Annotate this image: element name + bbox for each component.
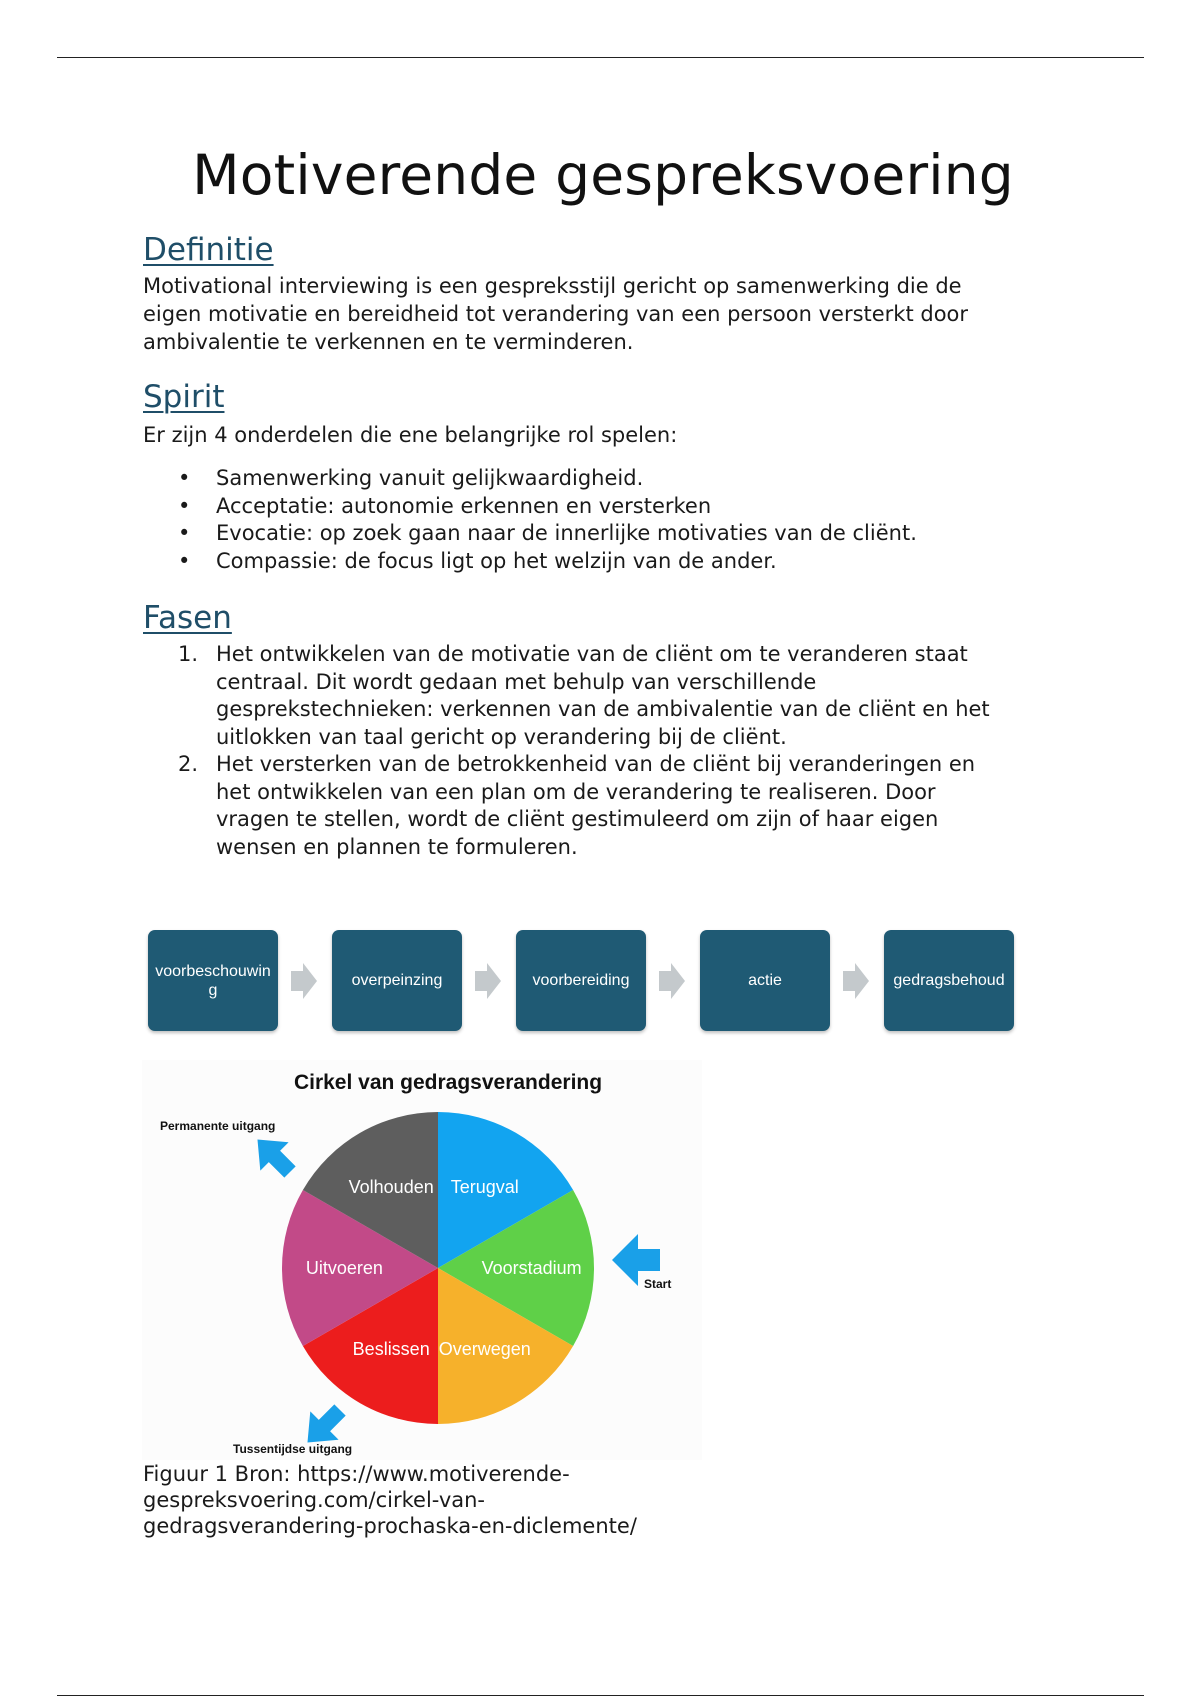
stages-process-flow xyxy=(148,930,1018,1032)
flow-arrow-icon xyxy=(475,963,501,999)
spirit-list xyxy=(143,465,1056,575)
heading-spirit: Spirit xyxy=(143,379,225,415)
process-step-voorbeschouwing xyxy=(148,930,278,1031)
list-number: 1. xyxy=(178,642,199,666)
caption-line-2: gespreksvoering.com/cirkel-van- xyxy=(143,1488,485,1512)
definitie-paragraph xyxy=(143,272,1043,356)
process-step-actie xyxy=(700,930,830,1031)
definitie-line-1: Motivational interviewing is een gespreksstijl gericht op samenwerking die de xyxy=(143,274,962,298)
page-title: Motiverende gespreksvoering xyxy=(192,143,1014,207)
fase-2-line-2: het ontwikkelen van een plan om de verandering te realiseren. Door xyxy=(216,779,936,804)
cycle-segment-label: Beslissen xyxy=(352,1339,430,1360)
cycle-segment-label: Terugval xyxy=(450,1176,519,1197)
cycle-diagram xyxy=(142,1060,702,1460)
cycle-segment-label: Volhouden xyxy=(348,1176,434,1197)
cycle-title: Cirkel van gedragsverandering xyxy=(293,1071,603,1094)
heading-definitie: Definitie xyxy=(143,232,274,268)
flow-arrow-icon xyxy=(659,963,685,999)
fase-2-line-3: vragen te stellen, wordt de cliënt gestimuleerd om zijn of haar eigen xyxy=(216,807,939,831)
fase-2-line-4: wensen en plannen te formuleren. xyxy=(216,834,578,859)
cycle-figure xyxy=(142,1060,702,1460)
list-number: 2. xyxy=(178,752,199,776)
spirit-intro: Er zijn 4 onderdelen die ene belangrijke rol spelen: xyxy=(143,423,678,447)
process-step-line: overpeinzing xyxy=(351,972,443,989)
process-step-gedragsbehoud xyxy=(884,930,1014,1031)
process-step-line: voorbeschouwin xyxy=(155,962,271,980)
flow-arrow-icon xyxy=(843,963,869,999)
fasen-list xyxy=(143,641,1056,861)
permanent-exit-arrow-icon xyxy=(243,1125,304,1186)
list-item: • Evocatie: op zoek gaan naar de innerlijke motivaties van de cliënt. xyxy=(216,520,1056,548)
list-item xyxy=(178,641,1056,751)
process-step-line: voorbereiding xyxy=(532,972,630,989)
process-step-voorbereiding xyxy=(516,930,646,1031)
list-item: • Compassie: de focus ligt op het welzijn van de ander. xyxy=(216,548,1056,576)
process-step-overpeinzing xyxy=(332,930,462,1031)
permanent-exit-label: Permanente uitgang xyxy=(160,1119,276,1133)
cycle-segment-label: Overwegen xyxy=(438,1339,531,1360)
cycle-segment-label: Uitvoeren xyxy=(305,1258,383,1278)
list-item: • Samenwerking vanuit gelijkwaardigheid. xyxy=(216,465,1056,493)
start-label: Start xyxy=(644,1277,672,1291)
fase-1-line-3: gesprekstechnieken: verkennen van de ambivalentie van de cliënt en het xyxy=(216,697,990,721)
flow-arrow-icon xyxy=(291,963,317,999)
figure-caption xyxy=(143,1461,703,1539)
fase-1-line-1: Het ontwikkelen van de motivatie van de cliënt om te veranderen staat xyxy=(216,642,968,666)
definitie-line-3: ambivalentie te verkennen en te verminderen. xyxy=(143,330,634,354)
top-rule xyxy=(57,57,1144,58)
cycle-segment-label: Voorstadium xyxy=(481,1258,582,1278)
process-step-line: actie xyxy=(748,972,782,989)
fase-2-line-1: Het versterken van de betrokkenheid van de cliënt bij veranderingen en xyxy=(216,752,976,776)
definitie-line-2: eigen motivatie en bereidheid tot verandering van een persoon versterkt door xyxy=(143,302,969,326)
process-step-line: gedragsbehoud xyxy=(893,972,1005,989)
interim-exit-label: Tussentijdse uitgang xyxy=(233,1442,353,1456)
list-item: • Acceptatie: autonomie erkennen en versterken xyxy=(216,493,1056,521)
process-step-line: g xyxy=(208,981,218,999)
bottom-rule xyxy=(57,1695,1144,1696)
fase-1-line-4: uitlokken van taal gericht op verandering bij de cliënt. xyxy=(216,724,787,749)
process-step-label xyxy=(155,962,271,1000)
fase-1-line-2: centraal. Dit wordt gedaan met behulp van verschillende xyxy=(216,669,817,694)
heading-fasen: Fasen xyxy=(143,600,232,636)
list-item xyxy=(178,751,1056,861)
caption-line-1: Figuur 1 Bron: https://www.motiverende- xyxy=(143,1462,570,1486)
caption-line-3: gedragsverandering-prochaska-en-diclemente/ xyxy=(143,1514,637,1538)
